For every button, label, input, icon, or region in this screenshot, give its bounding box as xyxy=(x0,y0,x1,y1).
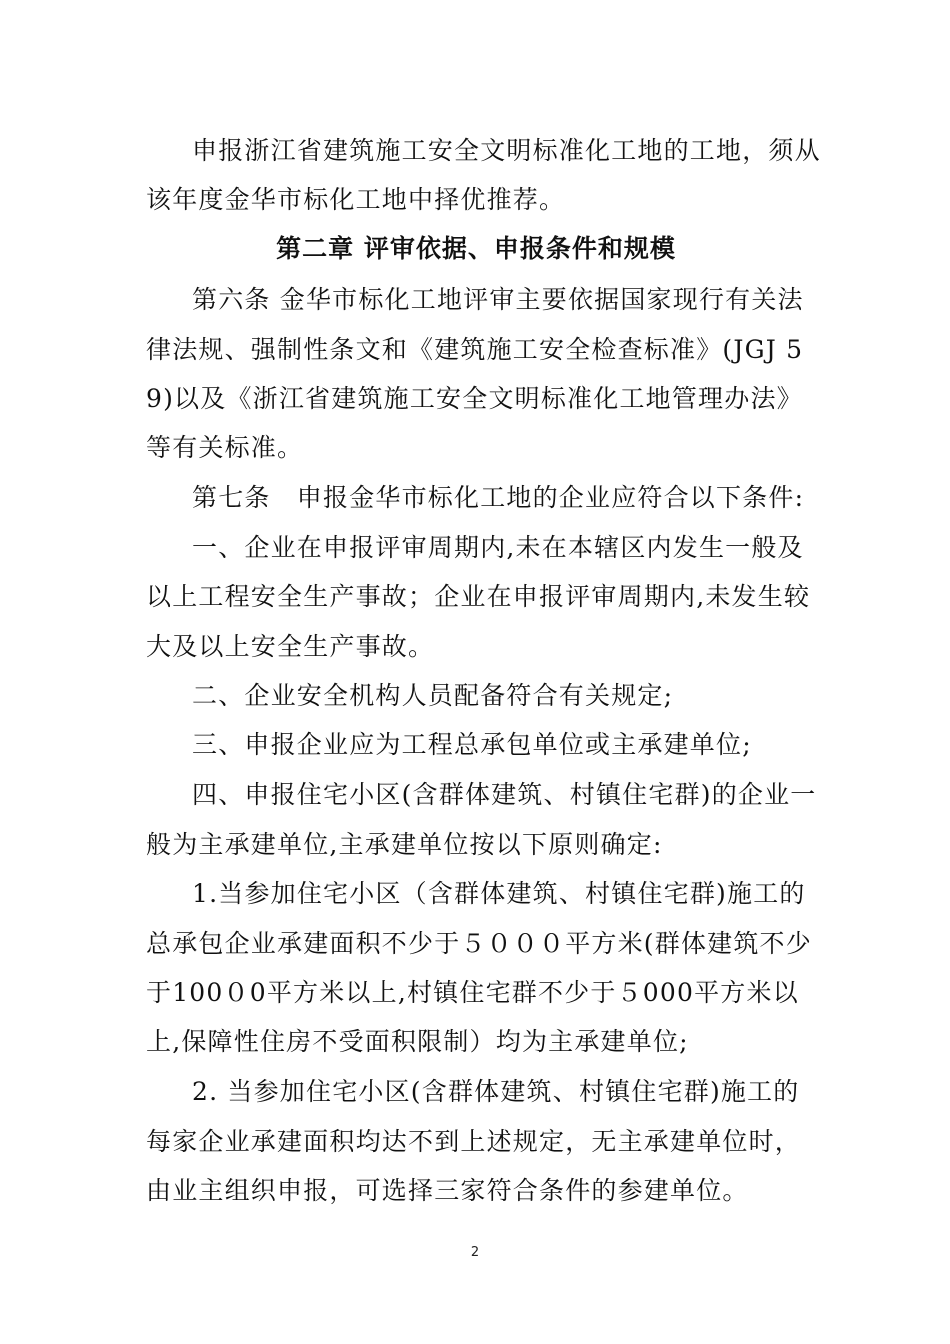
paragraph-line: 一、企业在申报评审周期内,未在本辖区内发生一般及 xyxy=(192,533,804,562)
paragraph-line: 大及以上安全生产事故。 xyxy=(146,632,435,661)
paragraph-line: 2. 当参加住宅小区(含群体建筑、村镇住宅群)施工的 xyxy=(192,1077,800,1106)
paragraph-line: 律法规、强制性条文和《建筑施工安全检查标准》(JGJ 5 xyxy=(146,335,804,364)
paragraph-line: 般为主承建单位,主承建单位按以下原则确定: xyxy=(146,830,663,859)
paragraph-line: 1.当参加住宅小区（含群体建筑、村镇住宅群)施工的 xyxy=(192,879,806,908)
paragraph-line: 由业主组织申报，可选择三家符合条件的参建单位。 xyxy=(146,1176,749,1205)
paragraph-line: 9)以及《浙江省建筑施工安全文明标准化工地管理办法》 xyxy=(146,384,803,413)
paragraph-line: 第六条 金华市标化工地评审主要依据国家现行有关法 xyxy=(192,285,804,314)
chapter-heading: 第二章 评审依据、申报条件和规模 xyxy=(276,234,676,263)
paragraph-line: 第七条 申报金华市标化工地的企业应符合以下条件: xyxy=(192,483,805,512)
paragraph-line: 以上工程安全生产事故；企业在申报评审周期内,未发生较 xyxy=(146,582,811,611)
paragraph-line: 四、申报住宅小区(含群体建筑、村镇住宅群)的企业一 xyxy=(192,780,817,809)
paragraph-line: 申报浙江省建筑施工安全文明标准化工地的工地，须从 xyxy=(192,136,821,165)
paragraph-line: 于100０0平方米以上,村镇住宅群不少于５000平方米以 xyxy=(146,978,799,1007)
paragraph-line: 该年度金华市标化工地中择优推荐。 xyxy=(146,185,566,214)
paragraph-line: 等有关标准。 xyxy=(146,433,304,462)
paragraph-line: 上,保障性住房不受面积限制）均为主承建单位; xyxy=(146,1027,689,1056)
page-number: 2 xyxy=(470,1245,480,1260)
paragraph-line: 三、申报企业应为工程总承包单位或主承建单位; xyxy=(192,730,752,759)
paragraph-line: 每家企业承建面积均达不到上述规定，无主承建单位时， xyxy=(146,1127,802,1156)
paragraph-line: 总承包企业承建面积不少于５０００平方米(群体建筑不少 xyxy=(146,929,812,958)
paragraph-line: 二、企业安全机构人员配备符合有关规定; xyxy=(192,681,674,710)
